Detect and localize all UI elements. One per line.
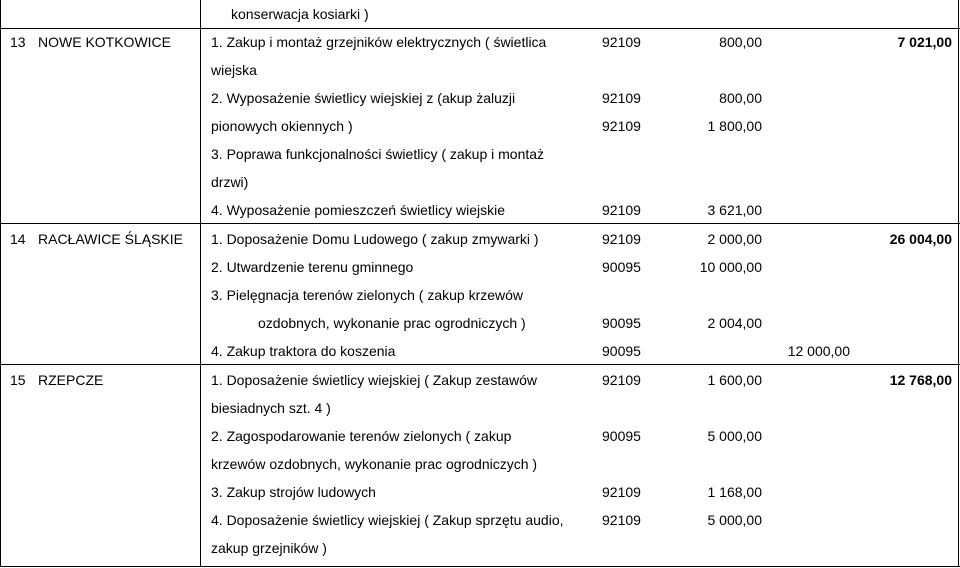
classification-code: 90095 <box>602 428 641 444</box>
row-number: 15 <box>10 372 26 388</box>
village-total: 12 768,00 <box>889 372 952 388</box>
row-divider <box>0 364 960 365</box>
row-number: 13 <box>10 34 26 50</box>
task-line: krzewów ozdobnych, wykonanie prac ogrodniczych ) <box>211 456 538 472</box>
amount: 5 000,00 <box>707 512 762 528</box>
task-line: 2. Zagospodarowanie terenów zielonych ( zakup <box>211 428 512 444</box>
amount: 12 000,00 <box>787 343 850 359</box>
task-line: 3. Zakup strojów ludowych <box>211 484 376 500</box>
village-total: 26 004,00 <box>889 231 952 247</box>
classification-code: 90095 <box>602 259 641 275</box>
classification-code: 92109 <box>602 34 641 50</box>
task-line: konserwacja kosiarki ) <box>231 6 369 22</box>
classification-code: 92109 <box>602 202 641 218</box>
amount: 3 621,00 <box>707 202 762 218</box>
village-name: NOWE KOTKOWICE <box>38 34 171 50</box>
task-line: 4. Doposażenie świetlicy wiejskiej ( Zakup sprzętu audio, <box>211 512 564 528</box>
amount: 1 600,00 <box>707 372 762 388</box>
amount: 2 000,00 <box>707 231 762 247</box>
task-line: zakup grzejników ) <box>211 540 327 556</box>
classification-code: 92109 <box>602 90 641 106</box>
classification-code: 92109 <box>602 484 641 500</box>
task-line: 1. Zakup i montaż grzejników elektrycznych ( świetlica <box>211 34 547 50</box>
classification-code: 92109 <box>602 372 641 388</box>
row-number: 14 <box>10 231 26 247</box>
table-border-right <box>958 0 959 567</box>
task-line: 2. Wyposażenie świetlicy wiejskiej z (akup żaluzji <box>211 90 516 106</box>
task-line: 1. Doposażenie świetlicy wiejskiej ( Zakup zestawów <box>211 372 538 388</box>
amount: 800,00 <box>719 90 762 106</box>
village-name: RZEPCZE <box>38 372 104 388</box>
classification-code: 92109 <box>602 231 641 247</box>
task-line: 1. Doposażenie Domu Ludowego ( zakup zmywarki ) <box>211 231 539 247</box>
classification-code: 90095 <box>602 343 641 359</box>
amount: 1 168,00 <box>707 484 762 500</box>
task-line: pionowych okiennych ) <box>211 118 353 134</box>
task-line: 3. Pielęgnacja terenów zielonych ( zakup krzewów <box>211 287 524 303</box>
table-border-left <box>0 0 1 567</box>
amount: 2 004,00 <box>707 315 762 331</box>
column-divider <box>200 0 201 567</box>
task-line: biesiadnych szt. 4 ) <box>211 400 331 416</box>
task-line: drzwi) <box>211 174 249 190</box>
task-line: 3. Poprawa funkcjonalności świetlicy ( zakup i montaż <box>211 146 545 162</box>
task-line: 4. Wyposażenie pomieszczeń świetlicy wiejskie <box>211 202 505 218</box>
task-line: 2. Utwardzenie terenu gminnego <box>211 259 414 275</box>
amount: 10 000,00 <box>699 259 762 275</box>
village-name: RACŁAWICE ŚLĄSKIE <box>38 231 183 247</box>
classification-code: 90095 <box>602 315 641 331</box>
task-line: 4. Zakup traktora do koszenia <box>211 343 396 359</box>
amount: 1 800,00 <box>707 118 762 134</box>
table-border-bottom <box>0 566 960 567</box>
amount: 5 000,00 <box>707 428 762 444</box>
classification-code: 92109 <box>602 118 641 134</box>
task-line: wiejska <box>211 62 257 78</box>
village-total: 7 021,00 <box>897 34 952 50</box>
task-line: ozdobnych, wykonanie prac ogrodniczych ) <box>258 315 526 331</box>
row-divider <box>0 223 960 224</box>
classification-code: 92109 <box>602 512 641 528</box>
row-divider <box>0 28 960 29</box>
amount: 800,00 <box>719 34 762 50</box>
